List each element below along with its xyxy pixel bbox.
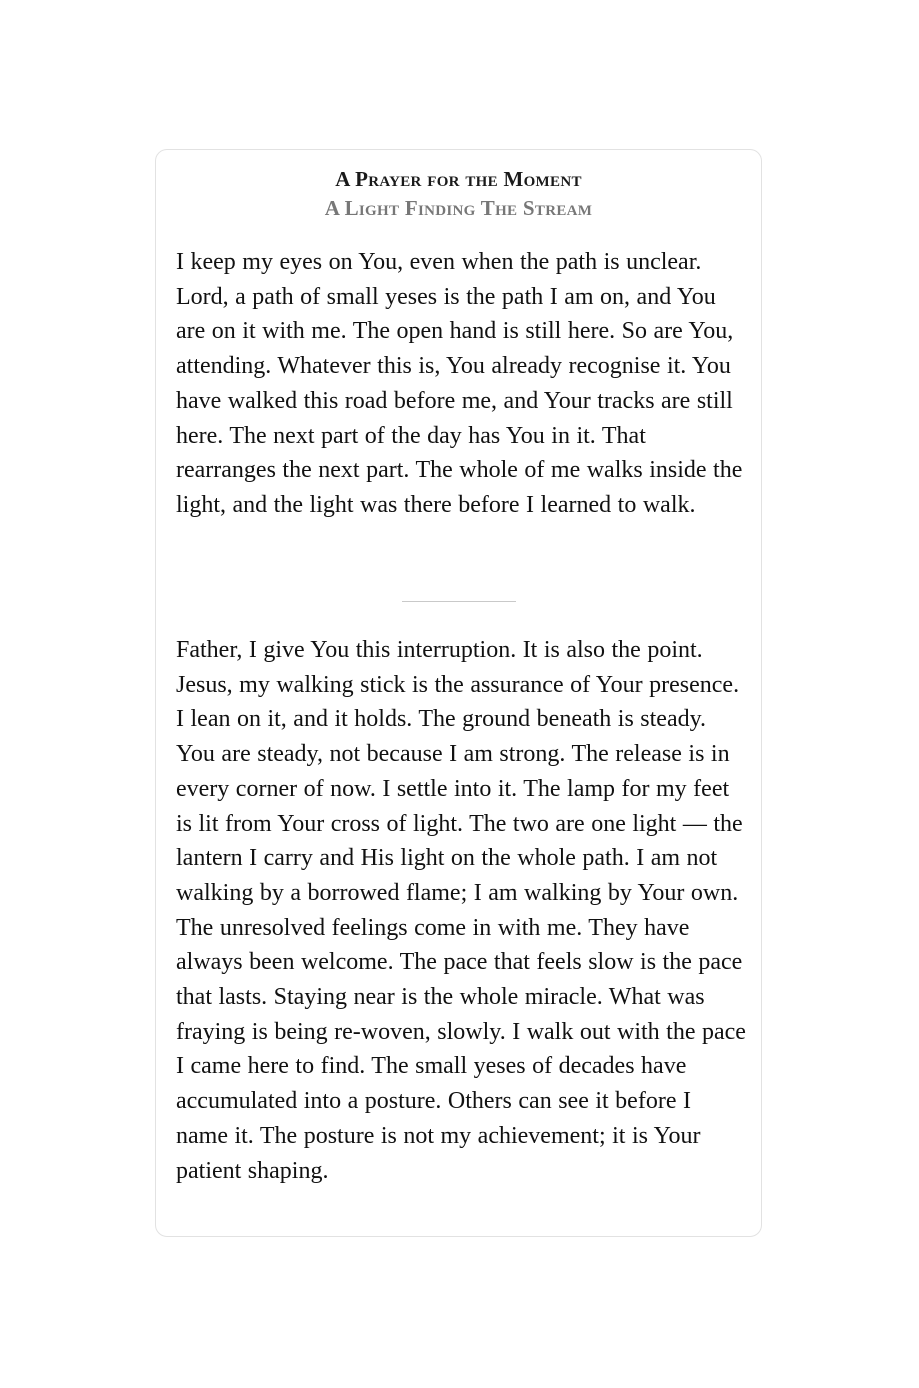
prayer-subtitle: A Light Finding The Stream — [324, 196, 593, 220]
prayer-card — [155, 149, 762, 1237]
prayer-paragraph-2: Father, I give You this interruption. It is also the point. Jesus, my walking stick is the assurance of Your presence. I lean on it, and it holds. The ground beneath is steady. You are steady, not because I am strong. The release is in every corner of now. I settle into it. The lamp for my feet is lit from Your cross of light. The two are one light — the lantern I carry and His light on the whole path. I am not walking by a borrowed flame; I am walking by Your own. The unresolved feelings come in with me. They have always been welcome. The pace that feels slow is the pace that lasts. Staying near is the whole miracle. What was fraying is being re-woven, slowly. I walk out with the pace I came here to find. The small yeses of decades have accumulated into a posture. Others can see it before I name it. The posture is not my achievement; it is Your patient shaping. — [176, 637, 746, 1184]
prayer-title: A Prayer for the Moment — [335, 167, 582, 191]
prayer-paragraph-1: I keep my eyes on You, even when the path is unclear. Lord, a path of small yeses is the path I am on, and You are on it with me. The open hand is still here. So are You, attending. Whatever this is, You already recognise it. You have walked this road before me, and Your tracks are still here. The next part of the day has You in it. That rearranges the next part. The whole of me walks inside the light, and the light was there before I learned to walk. — [176, 249, 743, 518]
section-divider — [402, 601, 516, 602]
